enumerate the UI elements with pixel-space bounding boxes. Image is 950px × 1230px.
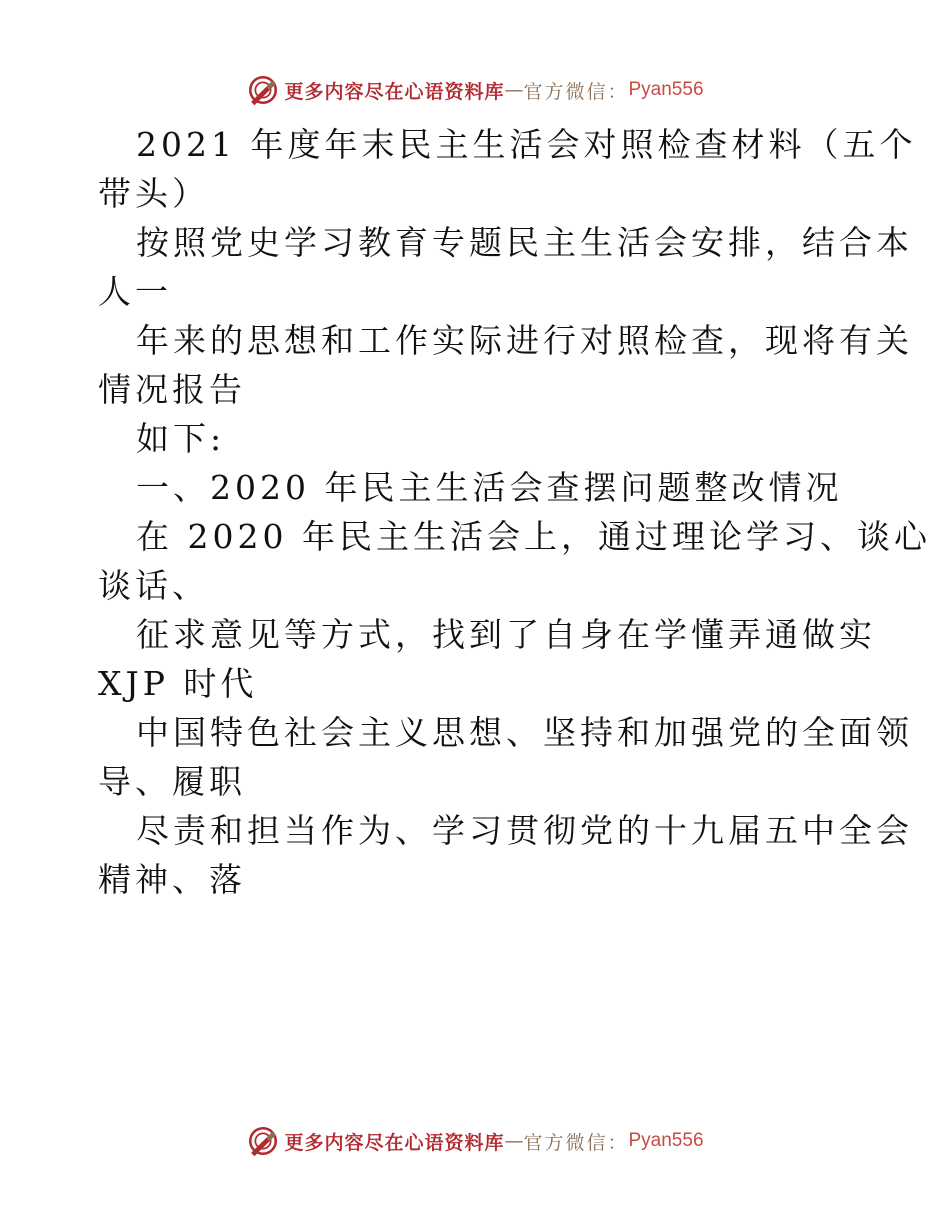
document-line: 情况报告 [98, 370, 246, 409]
document-line: 导、履职 [98, 762, 246, 801]
document-line: 征求意见等方式，找到了自身在学懂弄通做实 [136, 615, 876, 654]
document-line: 一、2020 年民主生活会查摆问题整改情况 [136, 468, 843, 507]
document-line: 在 2020 年民主生活会上，通过理论学习、谈心 [136, 517, 931, 556]
document-line: XJP 时代 [98, 664, 258, 703]
footer-separator: — [504, 1130, 524, 1152]
document-line: 谈话、 [98, 566, 209, 605]
document-line: 带头） [98, 174, 209, 213]
header-wechat-label: 官方微信： [523, 80, 629, 103]
pen-logo-icon [246, 1124, 280, 1158]
document-line: 按照党史学习教育专题民主生活会安排，结合本 [136, 223, 913, 262]
footer-wechat-label: 官方微信： [523, 1131, 629, 1154]
document-line: 中国特色社会主义思想、坚持和加强党的全面领 [136, 713, 913, 752]
header-separator: — [504, 79, 524, 101]
header-wechat-id: Pyan556 [628, 79, 704, 100]
footer-brand-text: 更多内容尽在心语资料库 [284, 1131, 505, 1154]
document-line: 精神、落 [98, 860, 246, 899]
header-watermark-banner [0, 70, 950, 110]
document-line: 2021 年度年末民主生活会对照检查材料（五个 [136, 125, 917, 164]
document-line: 人一 [98, 272, 172, 311]
footer-wechat-id: Pyan556 [628, 1130, 704, 1151]
footer-watermark-banner [0, 1121, 950, 1161]
document-line: 年来的思想和工作实际进行对照检查，现将有关 [136, 321, 913, 360]
pen-logo-icon [246, 73, 280, 107]
document-line: 如下: [136, 419, 226, 458]
document-body [98, 120, 931, 904]
document-line: 尽责和担当作为、学习贯彻党的十九届五中全会 [136, 811, 913, 850]
header-brand-text: 更多内容尽在心语资料库 [284, 80, 505, 103]
